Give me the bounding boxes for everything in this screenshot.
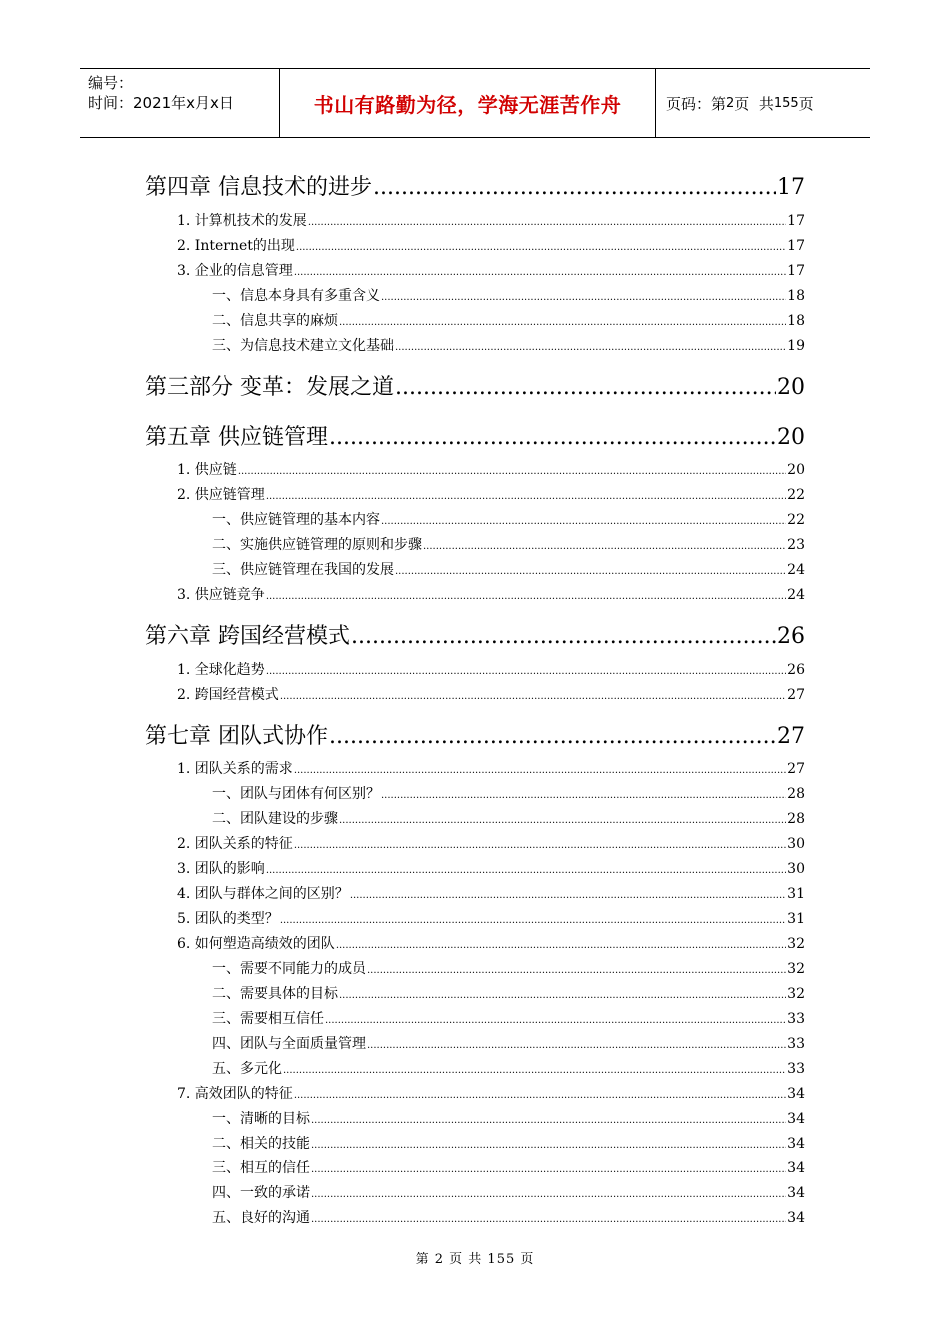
- toc-leader-dots: [280, 691, 786, 702]
- toc-entry[interactable]: [212, 1033, 805, 1053]
- toc-leader-dots: [336, 940, 786, 951]
- toc-entry-page: 33: [787, 1036, 805, 1052]
- toc-entry[interactable]: [177, 584, 805, 604]
- toc-entry-page: 34: [787, 1185, 805, 1201]
- toc-entry-page: 17: [787, 263, 805, 279]
- toc-entry-page: 34: [787, 1086, 805, 1102]
- toc-entry-title: 6. 如何塑造高绩效的团队: [177, 936, 335, 952]
- toc-entry-title: 二、实施供应链管理的原则和步骤: [212, 537, 422, 553]
- toc-entry[interactable]: [212, 958, 805, 978]
- toc-entry[interactable]: [177, 235, 805, 255]
- toc-leader-dots: [395, 566, 786, 577]
- toc-leader-dots: [294, 267, 786, 278]
- toc-leader-dots: [266, 865, 786, 876]
- toc-entry-title: 第三部分 变革：发展之道: [145, 375, 394, 400]
- page-suffix: 页: [798, 94, 814, 113]
- toc-leader-dots: [311, 1140, 786, 1151]
- toc-entry-page: 17: [787, 238, 805, 254]
- toc-chapter-entry[interactable]: [145, 170, 805, 200]
- toc-entry-title: 一、供应链管理的基本内容: [212, 512, 380, 528]
- toc-entry-title: 五、多元化: [212, 1061, 282, 1077]
- toc-entry-page: 27: [787, 761, 805, 777]
- toc-leader-dots: [311, 1214, 786, 1225]
- toc-entry-page: 32: [787, 936, 805, 952]
- toc-leader-dots: [308, 217, 786, 228]
- toc-entry[interactable]: [212, 509, 805, 529]
- toc-entry-title: 四、一致的承诺: [212, 1185, 310, 1201]
- toc-entry[interactable]: [177, 459, 805, 479]
- toc-leader-dots: [311, 1164, 786, 1175]
- toc-entry[interactable]: [212, 1182, 805, 1202]
- toc-entry[interactable]: [177, 260, 805, 280]
- toc-leader-dots: [294, 1090, 786, 1101]
- page-header: [80, 68, 870, 138]
- toc-entry[interactable]: [212, 983, 805, 1003]
- page-mid: 页 共: [734, 94, 774, 113]
- toc-chapter-entry[interactable]: [145, 370, 805, 400]
- toc-entry-page: 32: [787, 986, 805, 1002]
- toc-entry-title: 二、相关的技能: [212, 1136, 310, 1152]
- toc-entry-title: 2. Internet的出现: [177, 238, 295, 254]
- toc-leader-dots: [395, 375, 776, 400]
- page-total: 155: [773, 95, 799, 111]
- toc-leader-dots: [311, 1115, 786, 1126]
- number-label: 编号：: [88, 74, 134, 92]
- toc-entry-title: 1. 供应链: [177, 462, 237, 478]
- toc-entry-page: 26: [777, 624, 805, 649]
- toc-entry[interactable]: [212, 559, 805, 579]
- toc-entry[interactable]: [177, 908, 805, 928]
- toc-entry-page: 19: [787, 338, 805, 354]
- toc-entry-page: 31: [787, 886, 805, 902]
- header-meta-cell: [80, 69, 280, 137]
- toc-entry-title: 2. 跨国经营模式: [177, 687, 279, 703]
- toc-entry-title: 7. 高效团队的特征: [177, 1086, 293, 1102]
- toc-entry-page: 24: [787, 562, 805, 578]
- toc-entry[interactable]: [212, 1207, 805, 1227]
- toc-entry[interactable]: [212, 310, 805, 330]
- toc-entry[interactable]: [212, 1157, 805, 1177]
- toc-entry-title: 1. 团队关系的需求: [177, 761, 293, 777]
- toc-entry-page: 34: [787, 1111, 805, 1127]
- toc-chapter-entry[interactable]: [145, 420, 805, 450]
- toc-entry-title: 2. 供应链管理: [177, 487, 265, 503]
- toc-entry-title: 3. 团队的影响: [177, 861, 265, 877]
- toc-entry-page: 17: [787, 213, 805, 229]
- toc-entry[interactable]: [212, 335, 805, 355]
- toc-leader-dots: [294, 765, 786, 776]
- toc-entry-page: 27: [777, 724, 805, 749]
- toc-entry-page: 33: [787, 1011, 805, 1027]
- toc-leader-dots: [423, 541, 786, 552]
- toc-entry-title: 四、团队与全面质量管理: [212, 1036, 366, 1052]
- toc-entry-page: 18: [787, 313, 805, 329]
- toc-entry-page: 33: [787, 1061, 805, 1077]
- page-current: 2: [726, 95, 735, 111]
- toc-entry[interactable]: [212, 1008, 805, 1028]
- toc-entry-title: 3. 供应链竞争: [177, 587, 265, 603]
- toc-entry-page: 31: [787, 911, 805, 927]
- toc-entry-title: 三、需要相互信任: [212, 1011, 324, 1027]
- toc-entry[interactable]: [177, 659, 805, 679]
- toc-entry[interactable]: [212, 808, 805, 828]
- toc-entry-page: 24: [787, 587, 805, 603]
- toc-leader-dots: [395, 342, 786, 353]
- toc-entry-page: 30: [787, 836, 805, 852]
- toc-entry[interactable]: [177, 833, 805, 853]
- toc-leader-dots: [329, 425, 776, 450]
- toc-entry[interactable]: [177, 933, 805, 953]
- toc-entry-page: 22: [787, 487, 805, 503]
- toc-leader-dots: [351, 624, 776, 649]
- toc-entry-title: 一、团队与团体有何区别？: [212, 786, 380, 802]
- toc-leader-dots: [266, 491, 786, 502]
- toc-entry-title: 第四章 信息技术的进步: [145, 175, 372, 200]
- toc-leader-dots: [339, 990, 786, 1001]
- toc-entry-title: 第七章 团队式协作: [145, 724, 328, 749]
- toc-leader-dots: [381, 292, 786, 303]
- toc-entry-title: 二、团队建设的步骤: [212, 811, 338, 827]
- toc-entry-title: 二、需要具体的目标: [212, 986, 338, 1002]
- toc-entry-title: 1. 全球化趋势: [177, 662, 265, 678]
- toc-leader-dots: [373, 175, 776, 200]
- toc-entry-title: 一、清晰的目标: [212, 1111, 310, 1127]
- page-prefix: 页码：第: [666, 94, 727, 113]
- toc-leader-dots: [294, 840, 786, 851]
- toc-entry[interactable]: [177, 210, 805, 230]
- toc-entry-page: 26: [787, 662, 805, 678]
- toc-entry-page: 34: [787, 1160, 805, 1176]
- toc-entry-page: 27: [787, 687, 805, 703]
- page-footer: 第 2 页 共 155 页: [415, 1252, 535, 1267]
- toc-entry-title: 3. 企业的信息管理: [177, 263, 293, 279]
- toc-leader-dots: [381, 516, 786, 527]
- toc-entry-page: 28: [787, 811, 805, 827]
- toc-entry-page: 20: [787, 462, 805, 478]
- toc-entry[interactable]: [212, 534, 805, 554]
- toc-leader-dots: [381, 790, 786, 801]
- toc-leader-dots: [280, 915, 786, 926]
- toc-entry-title: 4. 团队与群体之间的区别？: [177, 886, 349, 902]
- toc-entry[interactable]: [177, 1083, 805, 1103]
- toc-entry-title: 1. 计算机技术的发展: [177, 213, 307, 229]
- toc-entry-title: 二、信息共享的麻烦: [212, 313, 338, 329]
- toc-entry-page: 34: [787, 1210, 805, 1226]
- toc-entry[interactable]: [212, 1133, 805, 1153]
- toc-entry-title: 2. 团队关系的特征: [177, 836, 293, 852]
- toc-leader-dots: [339, 317, 786, 328]
- toc-entry-title: 五、良好的沟通: [212, 1210, 310, 1226]
- toc-entry[interactable]: [212, 783, 805, 803]
- toc-entry-title: 第六章 跨国经营模式: [145, 624, 350, 649]
- toc-entry-title: 三、为信息技术建立文化基础: [212, 338, 394, 354]
- toc-entry-page: 23: [787, 537, 805, 553]
- toc-leader-dots: [266, 666, 786, 677]
- toc-entry[interactable]: [177, 883, 805, 903]
- toc-entry-page: 22: [787, 512, 805, 528]
- toc-chapter-entry[interactable]: [145, 619, 805, 649]
- toc-entry[interactable]: [212, 1108, 805, 1128]
- toc-entry-page: 20: [777, 375, 805, 400]
- time-label: 时间：2021年x月x日: [88, 94, 234, 112]
- toc-leader-dots: [311, 1189, 786, 1200]
- toc-entry-title: 三、相互的信任: [212, 1160, 310, 1176]
- toc-entry-page: 18: [787, 288, 805, 304]
- page-indicator: [656, 69, 870, 137]
- toc-entry-title: 第五章 供应链管理: [145, 425, 328, 450]
- toc-entry-page: 28: [787, 786, 805, 802]
- toc-leader-dots: [339, 815, 786, 826]
- toc-leader-dots: [325, 1015, 786, 1026]
- toc-entry-title: 一、信息本身具有多重含义: [212, 288, 380, 304]
- toc-entry-page: 20: [777, 425, 805, 450]
- toc-entry[interactable]: [177, 484, 805, 504]
- toc-entry[interactable]: [177, 758, 805, 778]
- toc-leader-dots: [367, 965, 786, 976]
- toc-leader-dots: [367, 1040, 786, 1051]
- toc-leader-dots: [296, 242, 786, 253]
- toc-entry-page: 17: [777, 175, 805, 200]
- toc-leader-dots: [266, 591, 786, 602]
- toc-entry[interactable]: [177, 684, 805, 704]
- toc-entry-title: 三、供应链管理在我国的发展: [212, 562, 394, 578]
- toc-entry-page: 32: [787, 961, 805, 977]
- motto: 书山有路勤为径，学海无涯苦作舟: [280, 69, 656, 137]
- toc-leader-dots: [238, 466, 786, 477]
- toc-entry[interactable]: [212, 285, 805, 305]
- toc-leader-dots: [283, 1065, 786, 1076]
- toc-entry[interactable]: [177, 858, 805, 878]
- toc-entry[interactable]: [212, 1058, 805, 1078]
- toc-entry-title: 5. 团队的类型？: [177, 911, 279, 927]
- toc-chapter-entry[interactable]: [145, 719, 805, 749]
- toc-entry-title: 一、需要不同能力的成员: [212, 961, 366, 977]
- toc-entry-page: 30: [787, 861, 805, 877]
- toc-leader-dots: [350, 890, 786, 901]
- toc-entry-page: 34: [787, 1136, 805, 1152]
- toc-leader-dots: [329, 724, 776, 749]
